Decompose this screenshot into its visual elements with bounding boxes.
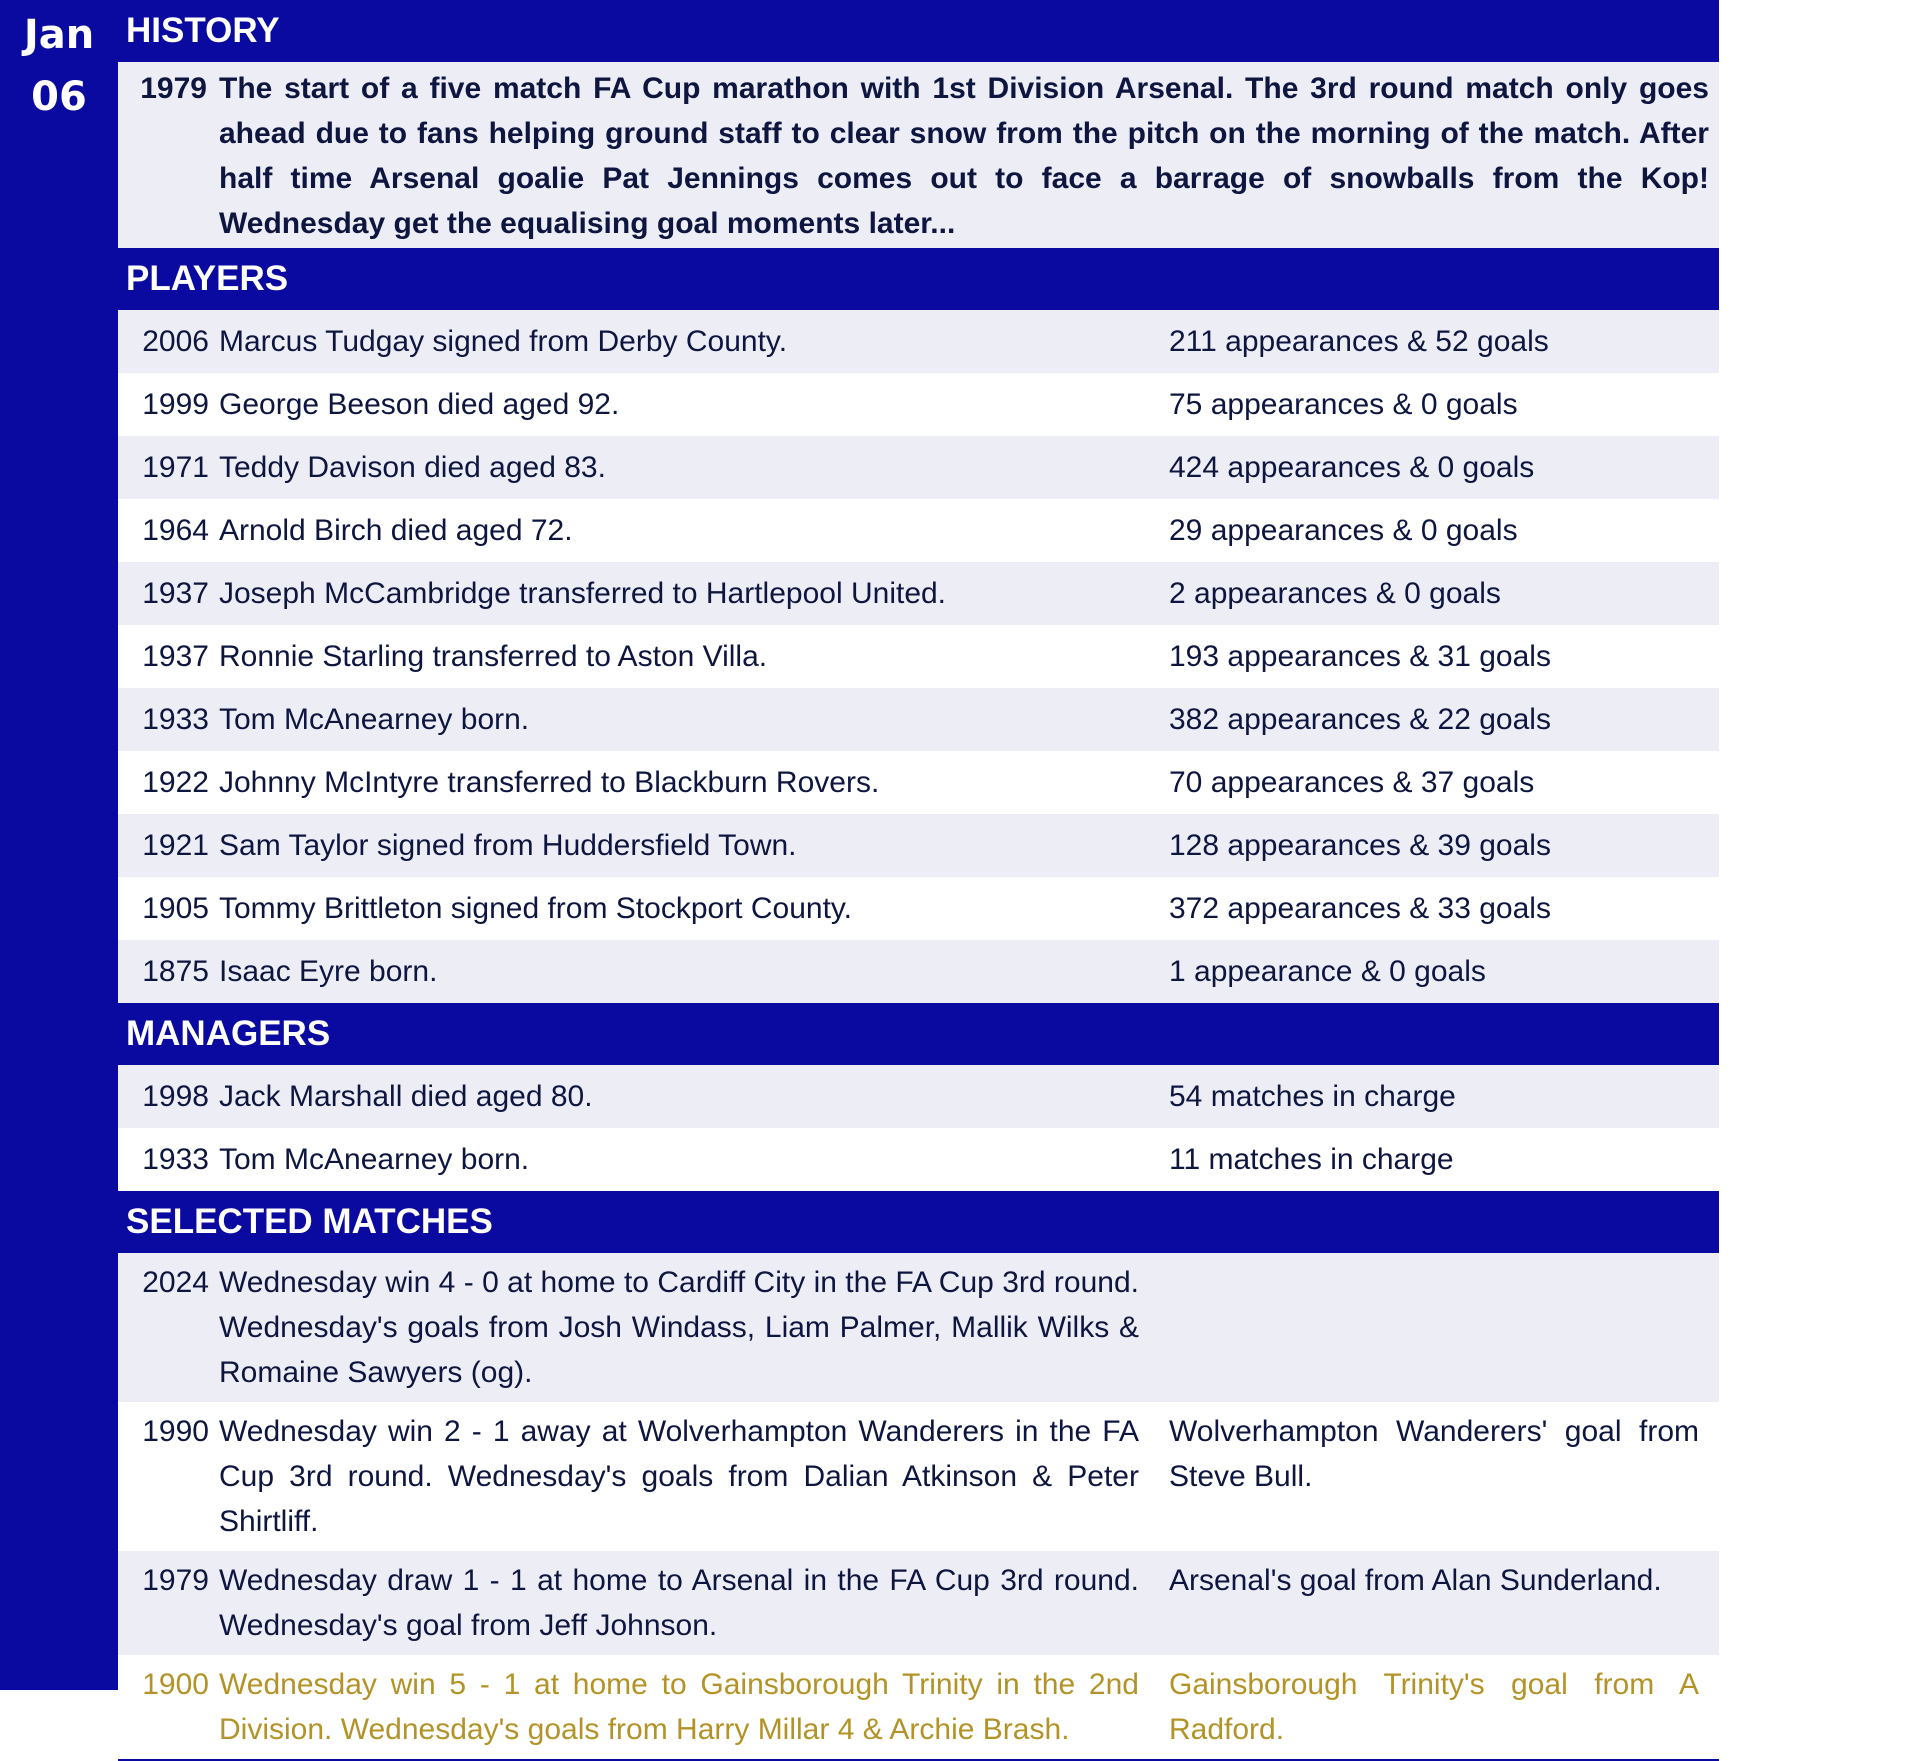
manager-stat: 54 matches in charge <box>1169 1079 1456 1113</box>
player-year: 1937 <box>142 639 209 673</box>
match-note: Arsenal's goal from Alan Sunderland. <box>1169 1564 1662 1597</box>
player-row <box>118 499 1719 562</box>
date-label <box>0 4 118 128</box>
player-row <box>118 625 1719 688</box>
player-year: 1999 <box>142 387 209 421</box>
player-year: 1875 <box>142 954 209 988</box>
players-header: PLAYERS <box>118 248 1719 310</box>
player-stat: 193 appearances & 31 goals <box>1169 639 1551 673</box>
manager-text: Jack Marshall died aged 80. <box>219 1079 593 1113</box>
player-row <box>118 373 1719 436</box>
player-stat: 1 appearance & 0 goals <box>1169 954 1486 988</box>
player-row <box>118 310 1719 373</box>
date-month: Jan <box>23 12 95 58</box>
player-row <box>118 562 1719 625</box>
player-stat: 372 appearances & 33 goals <box>1169 891 1551 925</box>
player-text: Tommy Brittleton signed from Stockport County. <box>219 891 853 925</box>
match-year: 1900 <box>142 1668 209 1701</box>
match-row <box>118 1253 1719 1402</box>
matches-header: SELECTED MATCHES <box>118 1191 1719 1253</box>
player-row <box>118 814 1719 877</box>
player-stat: 128 appearances & 39 goals <box>1169 828 1551 862</box>
manager-stat: 11 matches in charge <box>1169 1142 1454 1176</box>
manager-text: Tom McAnearney born. <box>219 1142 530 1176</box>
player-text: George Beeson died aged 92. <box>219 387 620 421</box>
player-row <box>118 877 1719 940</box>
player-text: Ronnie Starling transferred to Aston Villa. <box>219 639 768 673</box>
match-note: Gainsborough Trinity's goal from A Radford. <box>1169 1668 1699 1746</box>
left-date-band <box>0 0 118 1690</box>
match-text: Wednesday draw 1 - 1 at home to Arsenal in the FA Cup 3rd round. Wednesday's goal from Jeff Johnson. <box>219 1564 1139 1642</box>
player-year: 1922 <box>142 765 209 799</box>
player-stat: 211 appearances & 52 goals <box>1169 324 1549 358</box>
history-entry <box>118 62 1719 248</box>
manager-row <box>118 1065 1719 1128</box>
match-row <box>118 1551 1719 1655</box>
player-text: Tom McAnearney born. <box>219 702 530 736</box>
match-year: 1990 <box>142 1415 209 1448</box>
player-stat: 29 appearances & 0 goals <box>1169 513 1518 547</box>
player-year: 1964 <box>142 513 209 547</box>
match-year: 1979 <box>142 1564 209 1597</box>
match-row <box>118 1402 1719 1551</box>
managers-header: MANAGERS <box>118 1003 1719 1065</box>
player-stat: 2 appearances & 0 goals <box>1169 576 1501 610</box>
player-stat: 70 appearances & 37 goals <box>1169 765 1535 799</box>
manager-year: 1933 <box>142 1142 209 1176</box>
player-row <box>118 751 1719 814</box>
player-row <box>118 688 1719 751</box>
match-text: Wednesday win 2 - 1 away at Wolverhampton Wanderers in the FA Cup 3rd round. Wednesday's goals from Dalian Atkinson & Peter Shirtliff. <box>219 1415 1139 1538</box>
player-year: 1971 <box>142 450 209 484</box>
match-text: Wednesday win 5 - 1 at home to Gainsborough Trinity in the 2nd Division. Wednesday's goals from Harry Millar 4 & Archie Brash. <box>219 1668 1139 1746</box>
player-text: Arnold Birch died aged 72. <box>219 513 573 547</box>
match-row-highlighted <box>118 1655 1719 1759</box>
player-text: Sam Taylor signed from Huddersfield Town. <box>219 828 797 862</box>
player-text: Joseph McCambridge transferred to Hartlepool United. <box>219 576 947 610</box>
match-text: Wednesday win 4 - 0 at home to Cardiff City in the FA Cup 3rd round. Wednesday's goals from Josh Windass, Liam Palmer, Mallik Wilks & Romaine Sawyers (og). <box>219 1266 1139 1389</box>
date-day: 06 <box>31 74 87 120</box>
player-row <box>118 436 1719 499</box>
player-text: Isaac Eyre born. <box>219 954 438 988</box>
manager-year: 1998 <box>142 1079 209 1113</box>
player-year: 2006 <box>142 324 209 358</box>
content-column <box>118 0 1719 1761</box>
player-year: 1937 <box>142 576 209 610</box>
player-year: 1905 <box>142 891 209 925</box>
player-text: Marcus Tudgay signed from Derby County. <box>219 324 788 358</box>
player-text: Teddy Davison died aged 83. <box>219 450 606 484</box>
match-note: Wolverhampton Wanderers' goal from Steve Bull. <box>1169 1415 1699 1493</box>
manager-row <box>118 1128 1719 1191</box>
player-text: Johnny McIntyre transferred to Blackburn Rovers. <box>219 765 880 799</box>
player-stat: 75 appearances & 0 goals <box>1169 387 1518 421</box>
player-year: 1921 <box>142 828 209 862</box>
player-row <box>118 940 1719 1003</box>
player-stat: 382 appearances & 22 goals <box>1169 702 1551 736</box>
player-stat: 424 appearances & 0 goals <box>1169 450 1535 484</box>
player-year: 1933 <box>142 702 209 736</box>
history-year: 1979 <box>140 72 207 105</box>
match-year: 2024 <box>142 1266 209 1299</box>
history-header: HISTORY <box>118 0 1719 62</box>
history-text: The start of a five match FA Cup marathon with 1st Division Arsenal. The 3rd round match only goes ahead due to fans helping ground staff to clear snow from the pitch on the morning of the match. After half time Arsenal goalie Pat Jennings comes out to face a barrage of snowballs from the Kop! Wednesday get the equalising goal moments later... <box>219 72 1709 240</box>
